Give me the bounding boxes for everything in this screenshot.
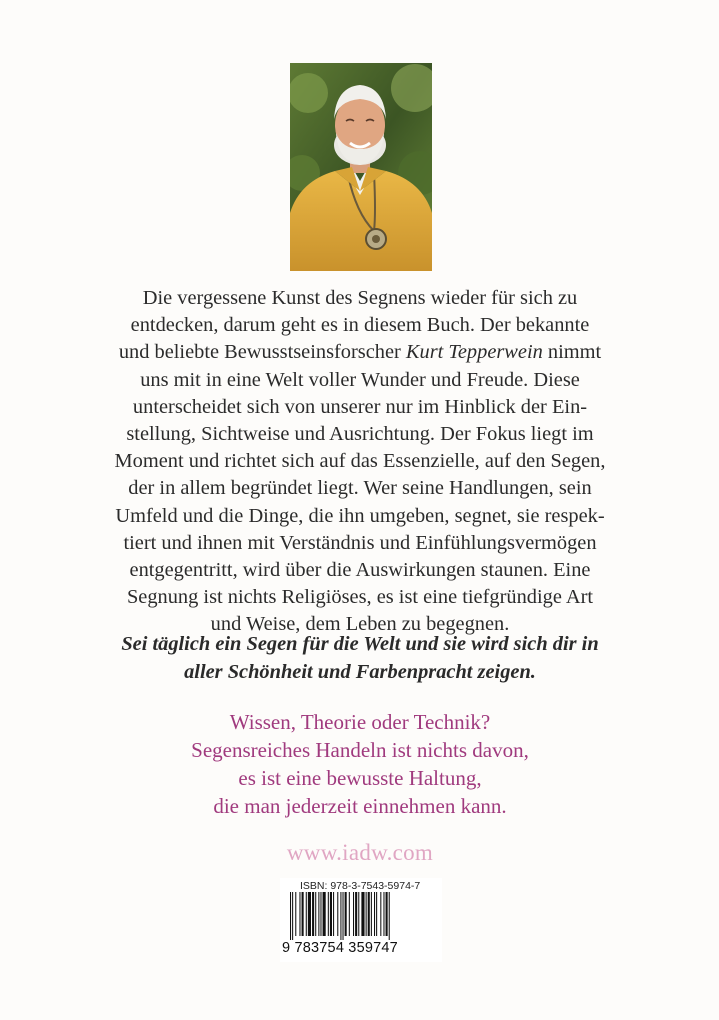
barcode-bar xyxy=(323,892,326,936)
blurb-line: uns mit in eine Welt voller Wunder und Freude. Diese xyxy=(140,368,580,391)
barcode-bar xyxy=(318,892,319,936)
isbn-label: ISBN: 978-3-7543-5974-7 xyxy=(300,880,421,892)
blurb-line: Moment und richtet sich auf das Essenzielle, auf den Segen, xyxy=(114,450,606,473)
isbn-barcode xyxy=(280,878,442,962)
highlight-line: Wissen, Theorie oder Technik? xyxy=(229,710,491,734)
barcode-bar xyxy=(376,892,377,936)
highlight-line: die man jederzeit einnehmen kann. xyxy=(213,794,507,818)
highlight-line: es ist eine bewusste Haltung, xyxy=(238,766,482,790)
barcode-bar xyxy=(295,892,296,936)
barcode-bar xyxy=(361,892,364,936)
blurb-line: unterscheidet sich von unserer nur im Hinblick der Ein- xyxy=(132,395,588,418)
barcode-bar xyxy=(333,892,334,936)
barcode-bar xyxy=(306,892,307,936)
barcode-bar xyxy=(345,892,347,936)
barcode-bar xyxy=(312,892,314,936)
tagline-line: Sei täglich ein Segen für die Welt und sie wird sich dir in xyxy=(121,633,599,655)
blurb-line: Die vergessene Kunst des Segnens wieder für sich zu xyxy=(142,287,578,309)
barcode-bar xyxy=(380,892,381,936)
blurb-line-start: und beliebte Bewusstseinsforscher xyxy=(118,341,406,364)
barcode-bars xyxy=(288,892,434,940)
barcode-bar xyxy=(368,892,370,936)
barcode-digits: 9 783754 359747 xyxy=(282,940,398,956)
barcode-bar xyxy=(389,892,390,940)
website-url: www.iadw.com xyxy=(286,840,434,865)
barcode-bar xyxy=(353,892,354,936)
tagline-line: aller Schönheit und Farbenpracht zeigen. xyxy=(184,660,536,683)
blurb-line: der in allem begründet liegt. Wer seine Handlungen, sein xyxy=(128,477,592,500)
barcode-bar xyxy=(320,892,321,936)
barcode-bar xyxy=(290,892,291,940)
blurb-line: tiert und ihnen mit Verständnis und Einfühlungsvermögen xyxy=(123,531,597,554)
barcode-bar xyxy=(343,892,344,940)
tagline xyxy=(40,631,680,686)
blurb-line: Segnung ist nichts Religiöses, es ist eine tiefgründige Art xyxy=(126,586,594,609)
blurb-line-end: nimmt xyxy=(542,341,602,364)
barcode-bar xyxy=(366,892,367,936)
barcode-bar xyxy=(349,892,350,936)
barcode-bar xyxy=(330,892,332,936)
blurb-line: stellung, Sichtweise und Ausrichtung. Der Fokus liegt im xyxy=(126,423,594,446)
barcode-bar xyxy=(386,892,388,936)
barcode-bar xyxy=(302,892,304,936)
barcode-bar xyxy=(328,892,329,936)
barcode-bar xyxy=(374,892,375,936)
barcode-bar xyxy=(383,892,384,936)
description-paragraph xyxy=(60,285,660,639)
blurb-line xyxy=(60,339,660,366)
highlight-line: Segensreiches Handeln ist nichts davon, xyxy=(191,738,529,762)
barcode-bar xyxy=(308,892,311,936)
barcode-bar xyxy=(358,892,359,936)
barcode-bar xyxy=(315,892,316,936)
barcode-bar xyxy=(299,892,300,936)
blurb-line: Umfeld und die Dinge, die ihn umgeben, segnet, sie respek- xyxy=(115,504,605,527)
barcode-bar xyxy=(340,892,341,940)
author-photo xyxy=(290,63,432,271)
highlight-quote xyxy=(60,708,660,820)
barcode-bar xyxy=(355,892,357,936)
author-name: Kurt Tepperwein xyxy=(405,341,543,364)
blurb-line: entgegentritt, wird über die Auswirkungen staunen. Eine xyxy=(129,559,591,582)
barcode-bar xyxy=(337,892,338,936)
barcode-bar xyxy=(292,892,293,940)
blurb-line: entdecken, darum geht es in diesem Buch. Der bekannte xyxy=(130,314,590,337)
blurb-line: und Weise, dem Leben zu begegnen. xyxy=(210,613,510,636)
barcode-bar xyxy=(371,892,372,936)
